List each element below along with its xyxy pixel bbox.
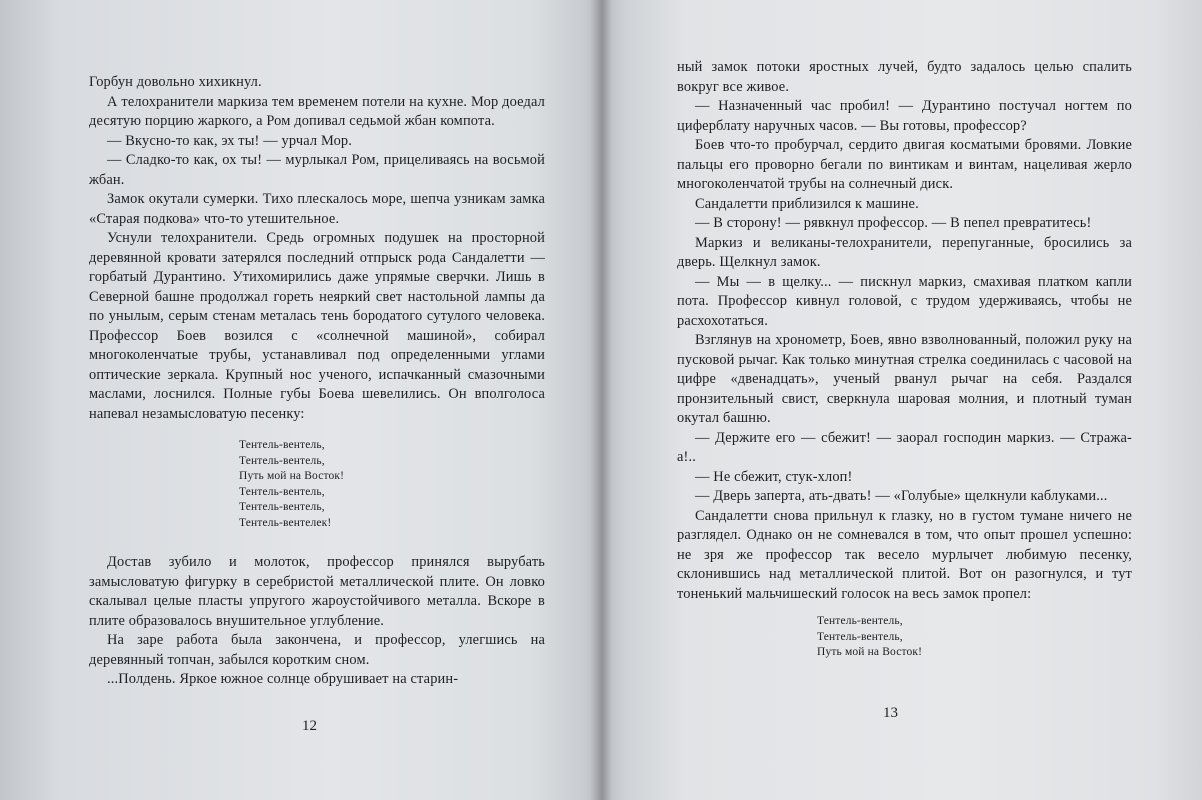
- paragraph: Достав зубило и молоток, профессор принялся вырубать замысловатую фигурку в серебристой металлической плите. Он ловко скалывал целые пласты упругого жароустойчивого металла. Вскоре в плите образовалось внушительное углубление.: [89, 554, 545, 629]
- paragraph: ...Полдень. Яркое южное солнце обрушивает на старин-: [107, 671, 459, 687]
- paragraph: Сандалетти приблизился к машине.: [695, 195, 919, 212]
- verse-line: Путь мой на Восток!: [817, 646, 923, 658]
- verse-line: Тентель-вентель,: [817, 630, 903, 643]
- verse-line: Тентель-вентель,: [817, 615, 903, 627]
- dialogue-line: — Не сбежит, стук-хлоп!: [695, 468, 853, 485]
- paragraph: Боев что-то пробурчал, сердито двигая косматыми бровями. Ловкие пальцы его проворно бегали по винтикам и винтам, нацеливая жерло многоколенчатой трубы на солнечный диск.: [677, 137, 1132, 192]
- paragraph: ный замок потоки яростных лучей, будто задалось целью спалить вокруг все живое.: [677, 59, 1132, 95]
- verse-line: Тентель-вентель,: [239, 501, 325, 513]
- paragraph: А телохранители маркиза тем временем потели на кухне. Мор доедал десятую порцию жаркого, а Ром допивал седьмой жбан компота.: [89, 93, 545, 129]
- right-page-text: [677, 58, 1132, 661]
- dialogue-line: — В сторону! — рявкнул профессор. — В пепел превратитесь!: [695, 215, 1092, 231]
- left-page-text: [89, 73, 545, 690]
- paragraph: Замок окутали сумерки. Тихо плескалось море, шепча узникам замка «Старая подкова» что-то утешительное.: [89, 191, 545, 227]
- song-verse: [817, 614, 1132, 661]
- dialogue-line: — Дверь заперта, ать-двать! — «Голубые» щелкнули каблуками...: [695, 488, 1108, 504]
- dialogue-line: — Держите его — сбежит! — заорал господин маркиз. — Стража-а!..: [677, 429, 1132, 465]
- dialogue-line: — Мы — в щелку... — пискнул маркиз, смахивая платком капли пота. Профессор кивнул головой, с трудом удерживаясь, чтобы не расхохотаться.: [677, 273, 1132, 329]
- paragraph: Горбун довольно хихикнул.: [89, 74, 262, 90]
- right-page: [601, 0, 1202, 800]
- verse-line: Тентель-вентелек!: [239, 516, 332, 529]
- verse-line: Путь мой на Восток!: [239, 470, 345, 482]
- dialogue-line: — Сладко-то как, ох ты! — мурлыкал Ром, прицеливаясь на восьмой жбан.: [89, 152, 545, 188]
- verse-line: Тентель-вентель,: [239, 485, 325, 498]
- song-verse: [239, 438, 545, 531]
- page-number: 12: [302, 718, 317, 734]
- dialogue-line: — Назначенный час пробил! — Дурантино постучал ногтем по циферблату наручных часов. — Вы готовы, профессор?: [677, 98, 1132, 134]
- paragraph: Маркиз и великаны-телохранители, перепуганные, бросились за дверь. Щелкнул замок.: [677, 234, 1132, 270]
- paragraph: Сандалетти снова прильнул к глазку, но в густом тумане ничего не разглядел. Однако он не сомневался в том, что опыт прошел успешно: не зря же профессор так весело мурлычет любимую песенку, склонившись над металлической плитой. Вот он разогнулся, и тут тоненький мальчишеский голосок на весь замок пропел:: [677, 507, 1132, 602]
- paragraph: Взглянув на хронометр, Боев, явно взволнованный, положил руку на пусковой рычаг. Как только минутная стрелка соединилась с часовой на цифре «двенадцать», ученый рванул рычаг на себя. Раздался пронзительный свист, сверкнула шаровая молния, и плотный туман окутал башню.: [677, 332, 1132, 426]
- page-number: 13: [883, 705, 898, 721]
- verse-line: Тентель-вентель,: [239, 439, 325, 451]
- verse-line: Тентель-вентель,: [239, 454, 325, 467]
- dialogue-line: — Вкусно-то как, эх ты! — урчал Мор.: [107, 132, 353, 149]
- paragraph: Уснули телохранители. Средь огромных подушек на просторной деревянной кровати затерялся последний отпрыск рода Сандалетти — горбатый Дурантино. Утихомирились даже упрямые сверчки. Лишь в Северной башне продолжал гореть неяркий свет настольной лампы да по унылым, серым стенам металась тень бородатого сутулого человека. Профессор Боев возился с «солнечной машиной», собирал многоколенчатые трубы, устанавливал под определенными углами оптические зеркала. Крупный нос ученого, испачканный смазочными маслами, лоснился. Полные губы Боева шевелились. Он вполголоса напевал незамысловатую песенку:: [89, 230, 545, 422]
- paragraph: На заре работа была закончена, и профессор, улегшись на деревянный топчан, забылся коротким сном.: [89, 632, 545, 668]
